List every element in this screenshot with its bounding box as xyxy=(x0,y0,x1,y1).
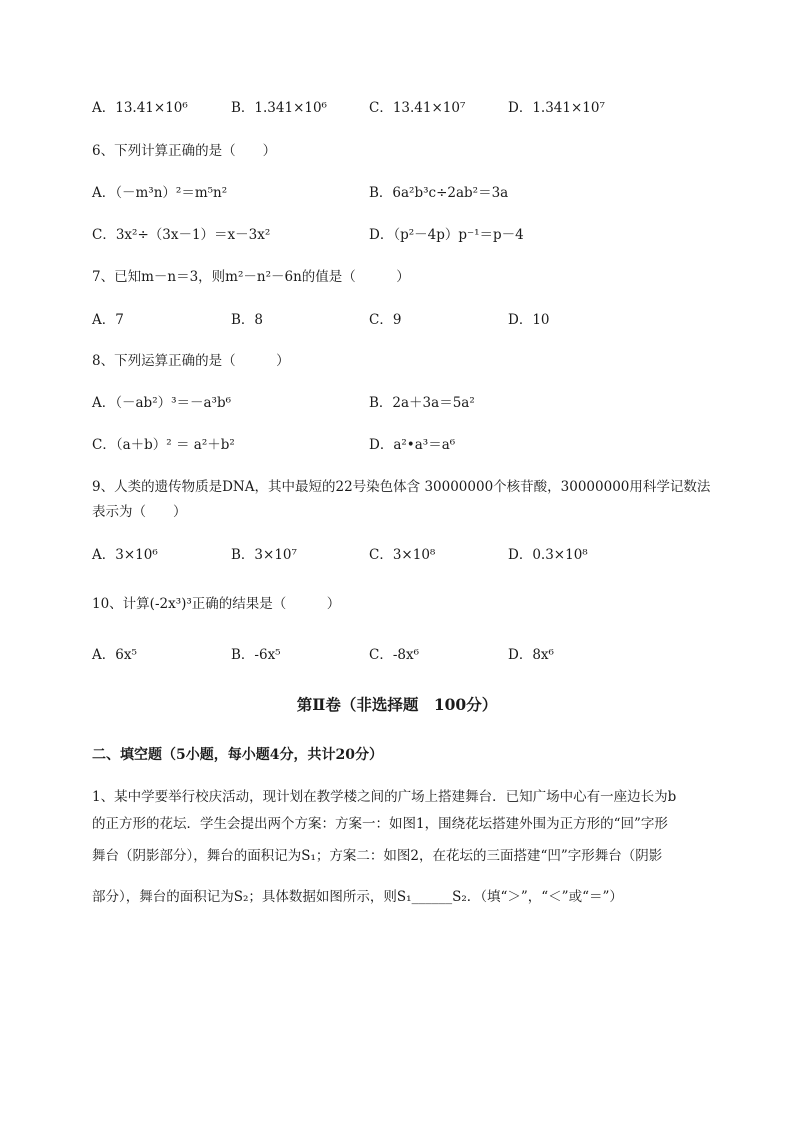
q8-option-c: C．（a＋b）² ＝ a²＋b² xyxy=(92,437,235,453)
fill-q1-line2: 的正方形的花坛．学生会提出两个方案：方案一：如图1，围绕花坛搭建外围为正方形的“回”字形 xyxy=(92,816,668,832)
q7-stem: 7、已知m－n＝3，则m²－n²－6n的值是（ ） xyxy=(92,269,410,285)
q9-stem-line2: 表示为（ ） xyxy=(92,504,187,520)
q6-option-d: D．（p²－4p）p⁻¹＝p－4 xyxy=(369,227,524,243)
fill-q1-line1: 1、某中学要举行校庆活动，现计划在教学楼之间的广场上搭建舞台．已知广场中心有一座边长为b xyxy=(92,789,677,805)
fill-in-heading: 二、填空题（5小题，每小题4分，共计20分） xyxy=(92,747,383,763)
q5-option-b: B．1.341×10⁶ xyxy=(231,100,327,116)
q6-option-c: C．3x²÷（3x－1）＝x－3x² xyxy=(92,227,271,243)
q7-option-a: A．7 xyxy=(92,312,124,328)
q5-option-a: A．13.41×10⁶ xyxy=(92,100,188,116)
fill-q1-line4: 部分），舞台的面积记为S₂；具体数据如图所示，则S₁______S₂．（填“＞”，“＜”或“＝”） xyxy=(92,889,623,905)
q7-option-b: B．8 xyxy=(231,312,264,328)
q10-option-c: C．-8x⁶ xyxy=(369,647,420,663)
q9-option-b: B．3×10⁷ xyxy=(231,547,297,563)
q9-option-a: A．3×10⁶ xyxy=(92,547,158,563)
q5-option-c: C．13.41×10⁷ xyxy=(369,100,466,116)
q9-stem-line1: 9、人类的遗传物质是DNA，其中最短的22号染色体含 30000000个核苷酸，30000000用科学记数法 xyxy=(92,479,711,495)
q9-option-d: D．0.3×10⁸ xyxy=(508,547,588,563)
q8-option-b: B．2a＋3a＝5a² xyxy=(369,395,475,411)
q10-option-d: D．8x⁶ xyxy=(508,647,554,663)
section-2-title: 第Ⅱ卷（非选择题 100分） xyxy=(296,695,498,714)
q8-option-a: A．（－ab²）³＝－a³b⁶ xyxy=(92,395,232,411)
q10-option-a: A．6x⁵ xyxy=(92,647,137,663)
q7-option-d: D．10 xyxy=(508,312,550,328)
q8-stem: 8、下列运算正确的是（ ） xyxy=(92,353,290,369)
q10-stem: 10、计算(-2x³)³正确的结果是（ ） xyxy=(92,596,341,612)
q9-option-c: C．3×10⁸ xyxy=(369,547,436,563)
q5-option-d: D．1.341×10⁷ xyxy=(508,100,605,116)
q7-option-c: C．9 xyxy=(369,312,402,328)
q8-option-d: D．a²•a³＝a⁶ xyxy=(369,437,456,453)
q6-option-b: B．6a²b³c÷2ab²＝3a xyxy=(369,185,509,201)
fill-q1-line3: 舞台（阴影部分），舞台的面积记为S₁；方案二：如图2，在花坛的三面搭建“凹”字形舞台（阴影 xyxy=(92,848,663,864)
q10-option-b: B．-6x⁵ xyxy=(231,647,281,663)
q6-option-a: A．（－m³n）²＝m⁵n² xyxy=(92,185,228,201)
q6-stem: 6、下列计算正确的是（ ） xyxy=(92,143,277,159)
